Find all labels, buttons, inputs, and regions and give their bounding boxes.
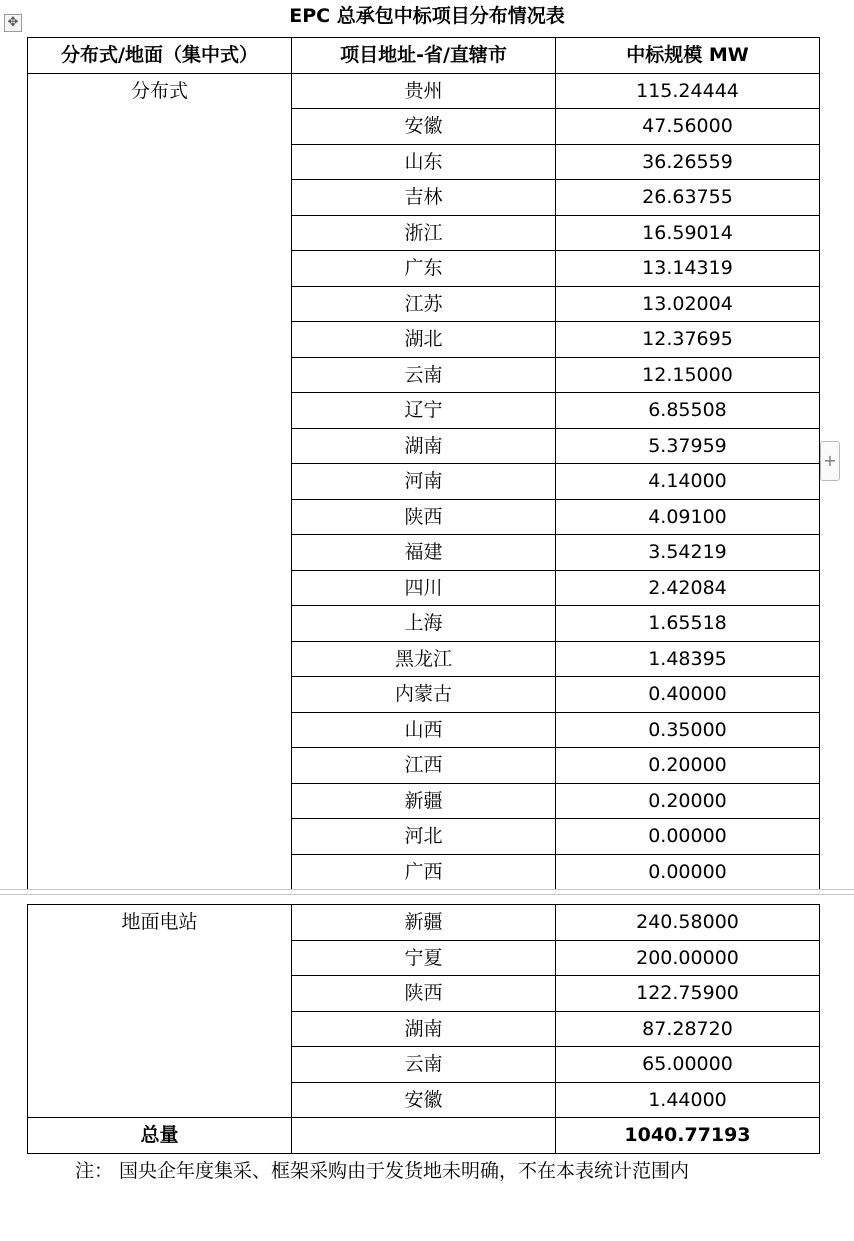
capacity-cell: 0.20000: [556, 783, 820, 819]
capacity-cell: 0.00000: [556, 854, 820, 890]
table-row: [28, 905, 820, 941]
header-province: 项目地址-省/直辖市: [292, 38, 556, 74]
capacity-cell: 13.14319: [556, 251, 820, 287]
capacity-cell: 3.54219: [556, 535, 820, 571]
capacity-cell: 0.40000: [556, 677, 820, 713]
province-cell: 云南: [292, 1047, 556, 1083]
table-row: [28, 73, 820, 109]
capacity-cell: 240.58000: [556, 905, 820, 941]
category-cell: 地面电站: [28, 905, 292, 1118]
capacity-cell: 115.24444: [556, 73, 820, 109]
province-cell: 湖南: [292, 428, 556, 464]
capacity-cell: 0.00000: [556, 819, 820, 855]
total-empty-cell: [292, 1118, 556, 1154]
province-cell: 吉林: [292, 180, 556, 216]
capacity-cell: 0.35000: [556, 712, 820, 748]
capacity-cell: 200.00000: [556, 940, 820, 976]
document-title: EPC 总承包中标项目分布情况表: [289, 5, 565, 27]
total-label: 总量: [28, 1118, 292, 1154]
capacity-cell: 2.42084: [556, 570, 820, 606]
province-cell: 陕西: [292, 499, 556, 535]
capacity-cell: 16.59014: [556, 215, 820, 251]
capacity-cell: 1.65518: [556, 606, 820, 642]
province-cell: 新疆: [292, 783, 556, 819]
capacity-cell: 4.09100: [556, 499, 820, 535]
capacity-cell: 1.48395: [556, 641, 820, 677]
ground-table: [27, 904, 820, 1154]
capacity-cell: 12.37695: [556, 322, 820, 358]
capacity-cell: 65.00000: [556, 1047, 820, 1083]
capacity-cell: 6.85508: [556, 393, 820, 429]
header-capacity: 中标规模 MW: [556, 38, 820, 74]
province-cell: 江苏: [292, 286, 556, 322]
add-column-icon[interactable]: +: [820, 441, 840, 481]
province-cell: 湖南: [292, 1011, 556, 1047]
distributed-table: [27, 37, 820, 890]
province-cell: 内蒙古: [292, 677, 556, 713]
province-cell: 陕西: [292, 976, 556, 1012]
province-cell: 河南: [292, 464, 556, 500]
province-cell: 福建: [292, 535, 556, 571]
province-cell: 浙江: [292, 215, 556, 251]
province-cell: 江西: [292, 748, 556, 784]
province-cell: 安徽: [292, 1082, 556, 1118]
province-cell: 湖北: [292, 322, 556, 358]
capacity-cell: 0.20000: [556, 748, 820, 784]
province-cell: 四川: [292, 570, 556, 606]
province-cell: 广东: [292, 251, 556, 287]
page-break: [0, 886, 854, 904]
table-header-row: [28, 38, 820, 74]
province-cell: 山西: [292, 712, 556, 748]
category-cell: 分布式: [28, 73, 292, 890]
capacity-cell: 87.28720: [556, 1011, 820, 1047]
capacity-cell: 4.14000: [556, 464, 820, 500]
capacity-cell: 122.75900: [556, 976, 820, 1012]
capacity-cell: 12.15000: [556, 357, 820, 393]
capacity-cell: 36.26559: [556, 144, 820, 180]
footnote: 注： 国央企年度集采、框架采购由于发货地未明确，不在本表统计范围内: [75, 1160, 690, 1182]
province-cell: 黑龙江: [292, 641, 556, 677]
capacity-cell: 47.56000: [556, 109, 820, 145]
capacity-cell: 5.37959: [556, 428, 820, 464]
province-cell: 新疆: [292, 905, 556, 941]
capacity-cell: 1.44000: [556, 1082, 820, 1118]
capacity-cell: 26.63755: [556, 180, 820, 216]
province-cell: 河北: [292, 819, 556, 855]
province-cell: 辽宁: [292, 393, 556, 429]
province-cell: 宁夏: [292, 940, 556, 976]
province-cell: 山东: [292, 144, 556, 180]
province-cell: 贵州: [292, 73, 556, 109]
table-move-handle-icon[interactable]: ✥: [4, 14, 22, 32]
capacity-cell: 13.02004: [556, 286, 820, 322]
total-value: 1040.77193: [556, 1118, 820, 1154]
province-cell: 云南: [292, 357, 556, 393]
province-cell: 上海: [292, 606, 556, 642]
total-row: [28, 1118, 820, 1154]
header-category: 分布式/地面（集中式）: [28, 38, 292, 74]
province-cell: 广西: [292, 854, 556, 890]
province-cell: 安徽: [292, 109, 556, 145]
